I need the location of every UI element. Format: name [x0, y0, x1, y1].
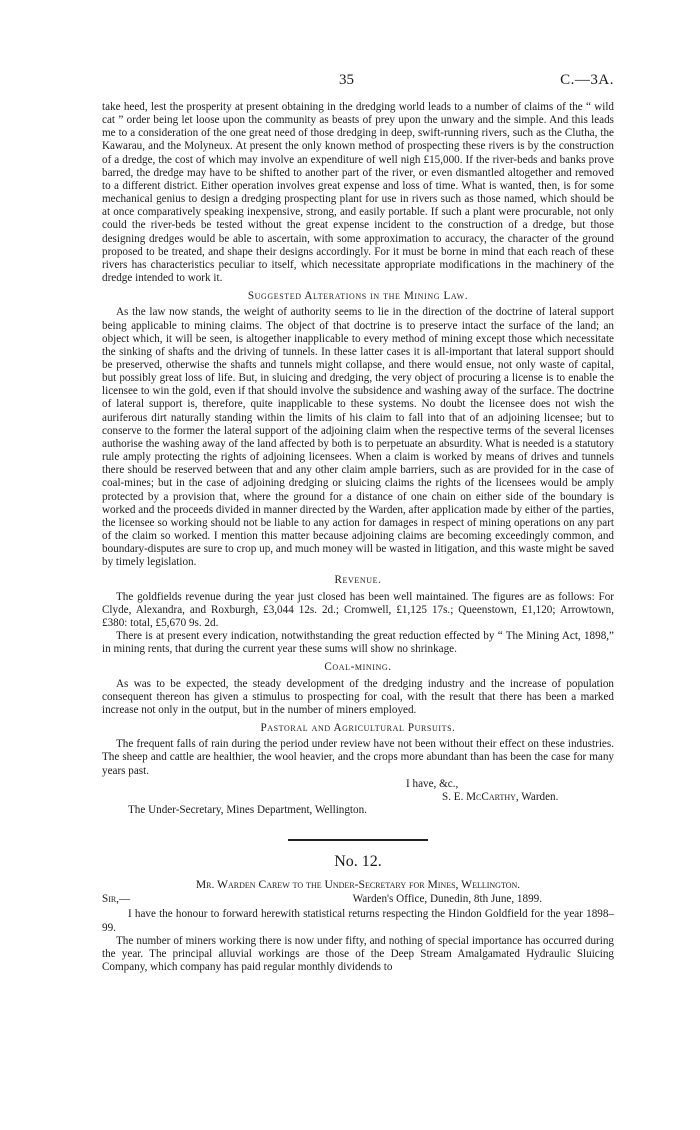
- salutation-row: [102, 893, 614, 906]
- dateline: Warden's Office, Dunedin, 8th June, 1899.: [352, 893, 542, 906]
- report-body: [102, 101, 614, 974]
- page-header: [0, 72, 700, 92]
- salutation: Sir,—: [102, 893, 131, 906]
- section-heading-pastoral: Pastoral and Agricultural Pursuits.: [260, 722, 456, 735]
- section-heading-coal-mining: Coal-mining.: [324, 661, 392, 674]
- signature-name: S. E. McCarthy: [442, 790, 516, 803]
- letter-heading: Mr. Warden Carew to the Under-Secretary for Mines, Wellington.: [195, 878, 521, 892]
- paragraph-revenue-outlook: There is at present every indication, notwithstanding the great reduction effected by “ The Mining Act, 1898,” in mining rents, that during the current year these sums will show no shrinkage.: [102, 630, 614, 656]
- paragraph-lateral-support: As the law now stands, the weight of authority seems to lie in the direction of the doctrine of lateral support being applicable to mining claims. The object of that doctrine is to preserve intact the surface of the land; an object which, it will be seen, is altogether inapplicable to every method of mining except those which necessitate the sinking of shafts and the driving of tunnels. In these latter cases it is all-important that lateral support should be preserved, otherwise the shafts and tunnels might collapse, and there would ensue, not only waste of capital, but possibly great loss of life. But, in sluicing and dredging, the very object of procuring a license is to enable the licensee to win the gold, even if that should involve the subsidence and washing away of the surface. The doctrine of lateral support is, therefore, quite inapplicable to these systems. No doubt the licensee does not wish the auriferous dirt naturally standing within the limits of his claim to fall into that of an adjoining licensee; but to conserve to the former the lateral support of the adjoining claim when the respective terms of the several licenses authorise the washing away of the land affected by both is to perpetuate an absurdity. What is needed is a statutory rule amply protecting the rights of adjoining licensees. When a claim is worked by means of drives and tunnels there should be reserved between that and any other claim ample barriers, such as are provided for in the case of coal-mines; but in the case of adjoining dredging or sluicing claims the rights of the licensees would be amply protected by a provision that, where the ground for a distance of one chain on either side of the boundary is worked and the proceeds divided in manner directed by the Warden, after application made by either of the parties, the licensee so working should not be liable to any action for damages in respect of mining operations on any part of the claim so worked. I mention this matter because adjoining claims are becoming exceedingly common, and boundary-disputes are sure to crop up, and much money will be wasted in litigation, and this waste might be saved by timely legislation.: [102, 306, 614, 569]
- paragraph-letter-intro: I have the honour to forward herewith statistical returns respecting the Hindon Goldfield for the year 1898–99.: [102, 908, 614, 934]
- paragraph-pastoral: The frequent falls of rain during the period under review have not been without their effect on these industries. The sheep and cattle are healthier, the wool heavier, and the crops more abundant than has been the case for many years past.: [102, 738, 614, 777]
- section-heading-mining-law: Suggested Alterations in the Mining Law.: [247, 290, 469, 303]
- letter-number: No. 12.: [334, 853, 382, 871]
- page-number: 35: [339, 72, 354, 88]
- signoff-block: [102, 778, 614, 804]
- signature-title: , Warden.: [515, 790, 559, 803]
- paragraph-dredging-prospecting: take heed, lest the prosperity at present obtaining in the dredging world leads to a number of claims of the “ wild cat ” order being let loose upon the community as beasts of prey upon the unwary and the simple. And this leads me to a consideration of the one great need of those dredging in deep, swift-running rivers, such as the Clutha, the Kawarau, and the Molyneux. At present the only known method of prospecting these rivers is by the construction of a dredge, the cost of which may involve an expenditure of well nigh £15,000. If the river-beds and banks prove barred, the dredge may have to be shifted to another part of the river, or even dismantled altogether and removed to a different district. Either operation involves great expense and loss of time. What is wanted, then, is for some mechanical genius to design a dredging prospecting plant for use in rivers such as those named, which should be at once comparatively speaking inexpensive, strong, and easily portable. If such a plant were procurable, not only could the river-beds be tested without the great expense incident to the construction of a dredge, but those designing dredges would be able to ascertain, with some approximation to accuracy, the character of the ground proposed to be treated, and shape their designs accordingly. For it must be borne in mind that each reach of these rivers has characteristics peculiar to itself, which necessitate appropriate modifications in the machinery of the dredge intended to work it.: [102, 101, 614, 285]
- section-heading-revenue: Revenue.: [334, 574, 382, 587]
- closing-phrase: I have, &c.,: [406, 777, 459, 790]
- addressee-line: The Under-Secretary, Mines Department, Wellington.: [128, 803, 367, 816]
- paragraph-coal-mining: As was to be expected, the steady development of the dredging industry and the increase of population consequent thereon has given a stimulus to prospecting for coal, with the result that there has been a marked increase not only in the output, but in the number of miners employed.: [102, 677, 614, 716]
- section-divider: [288, 839, 428, 841]
- signature-line: [102, 791, 614, 804]
- letter-body: [102, 908, 614, 974]
- document-reference: C.—3A.: [560, 72, 614, 88]
- paragraph-revenue-figures: The goldfields revenue during the year just closed has been well maintained. The figures are as follows: For Clyde, Alexandra, and Roxburgh, £3,044 12s. 2d.; Cromwell, £1,125 17s.; Queenstown, £1,120; Arrowtown, £380: total, £5,670 9s. 2d.: [102, 590, 614, 629]
- paragraph-letter-miners: The number of miners working there is now under fifty, and nothing of special importance has occurred during the year. The principal alluvial workings are those of the Deep Stream Amalgamated Hydraulic Sluicing Company, which company has paid regular monthly dividends to: [102, 934, 614, 974]
